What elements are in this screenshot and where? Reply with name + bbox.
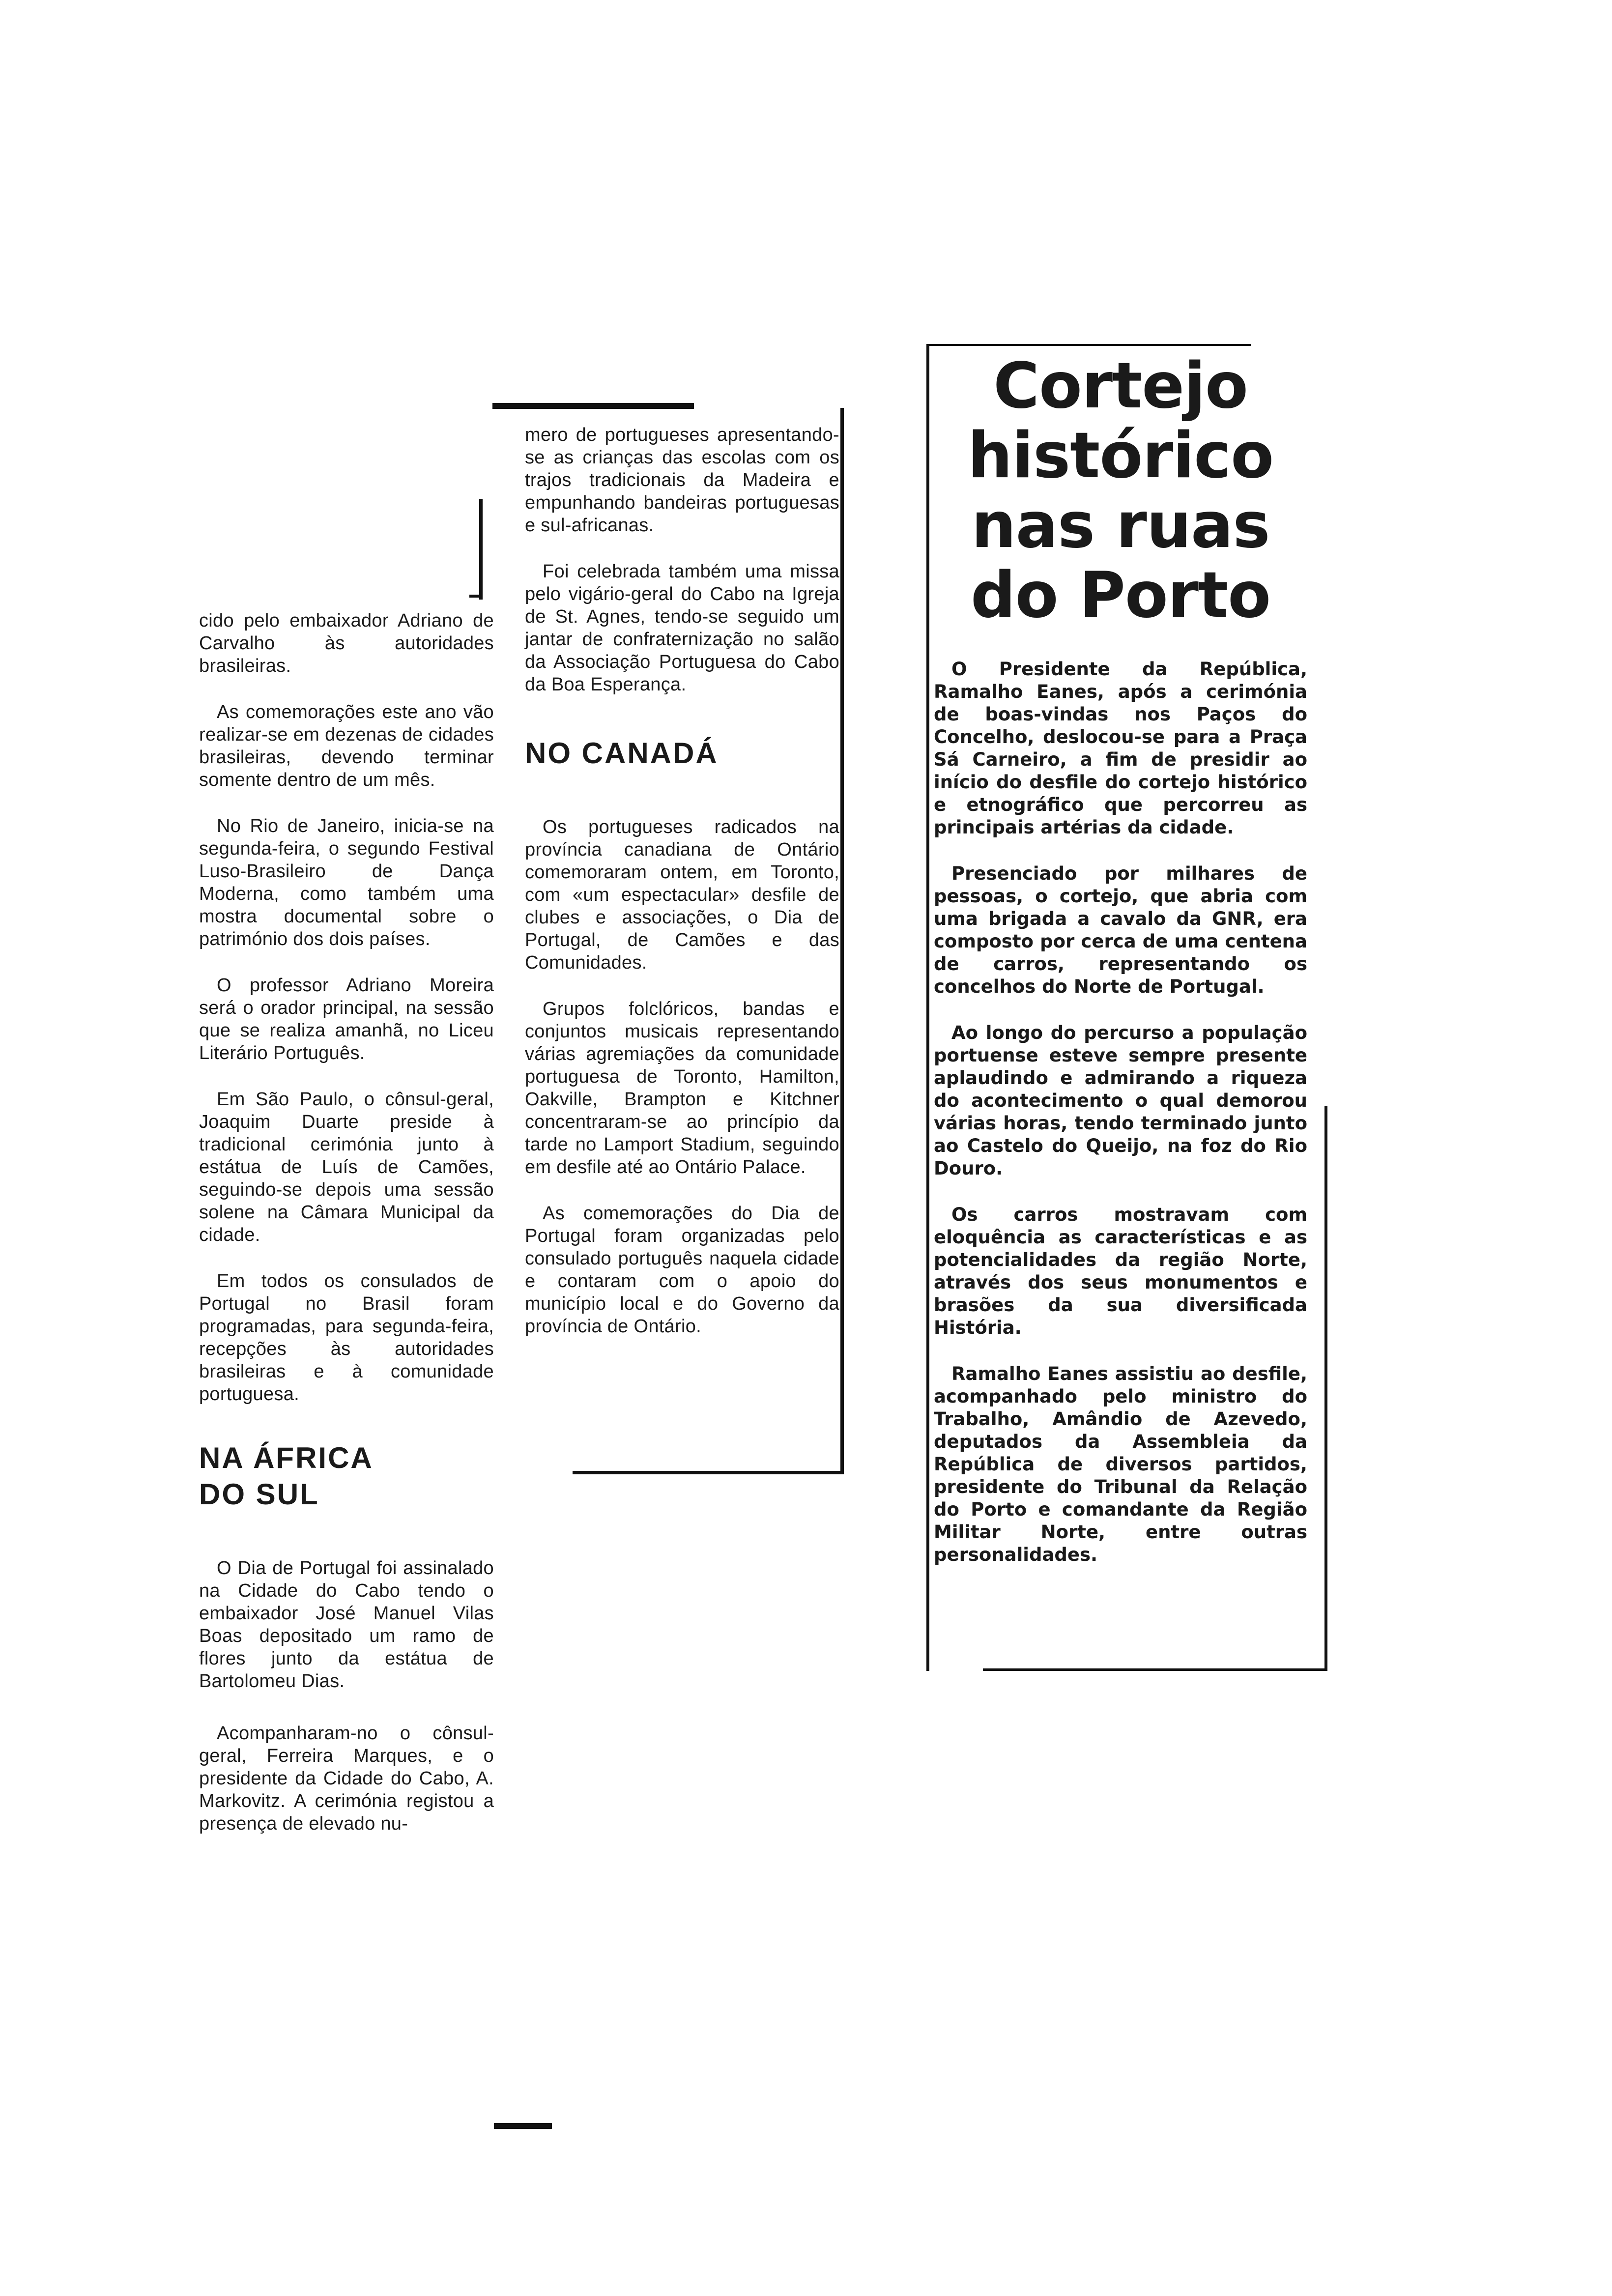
paragraph: cido pelo embaixador Adriano de Carvalho às autoridades brasileiras. (199, 610, 494, 676)
paragraph: O Dia de Portugal foi assinalado na Cidade do Cabo tendo o embaixador José Manuel Vilas Boas depositado um ramo de flores junto da estátua de Bartolomeu Dias. (199, 1558, 494, 1692)
paragraph: Ao longo do percurso a população portuense esteve sempre presente aplaudindo e admirando a riqueza do acontecimento o qual demorou várias horas, tendo terminado junto ao Castelo do Queijo, na foz do Rio Douro. (934, 1022, 1307, 1179)
paragraph: Em todos os consulados de Portugal no Brasil foram programadas, para segunda-feira, recepções às autoridades brasileiras e à comunidade portuguesa. (199, 1271, 494, 1405)
column-frame-right (840, 408, 844, 1474)
article-column-left (199, 609, 494, 1859)
paragraph: Grupos folclóricos, bandas e conjuntos musicais representando várias agremiações da comunidade portuguesa de Toronto, Hamilton, Oakville, Brampton e Kitchner concentraram-se ao princípio da tarde no Lamport Stadium, seguindo em desfile até ao Ontário Palace. (525, 999, 839, 1177)
clipping-rule-top (492, 403, 694, 409)
article-column-middle (525, 424, 839, 1361)
paragraph: mero de portugueses apresentando-se as crianças das escolas com os trajos tradicionais da Madeira e empunhando bandeiras portuguesas e sul-africanas. (525, 425, 839, 536)
box-frame-bottom (983, 1668, 1327, 1671)
paragraph: Os carros mostravam com eloquência as características e as potencialidades da região Norte, através dos seus monumentos e brasões da sua diversificada História. (934, 1204, 1307, 1338)
box-frame-left (926, 344, 929, 1671)
box-frame-right (1324, 1106, 1327, 1671)
clipping-rule-bottom (494, 2123, 552, 2129)
paragraph: Em São Paulo, o cônsul-geral, Joaquim Duarte preside à tradicional cerimónia junto à estátua de Luís de Camões, seguindo-se depois uma sessão solene na Câmara Municipal da cidade. (199, 1089, 494, 1245)
paragraph: As comemorações do Dia de Portugal foram organizadas pelo consulado português naquela cidade e contaram com o apoio do município local e do Governo da província de Ontário. (525, 1203, 839, 1337)
column-divider-foot (469, 595, 482, 598)
box-frame-top (926, 344, 1251, 346)
paragraph: Foi celebrada também uma missa pelo vigário-geral do Cabo na Igreja de St. Agnes, tendo-se seguido um jantar de confraternização no salão da Associação Portuguesa do Cabo da Boa Esperança. (525, 561, 839, 695)
paragraph: Ramalho Eanes assistiu ao desfile, acompanhado pelo ministro do Trabalho, Amândio de Azevedo, deputados da Assembleia da República de diversos partidos, presidente do Tribunal da Relação do Porto e comandante da Região Militar Norte, entre outras personalidades. (934, 1363, 1307, 1565)
paragraph: Os portugueses radicados na província canadiana de Ontário comemoraram ontem, em Toronto, com «um espectacular» desfile de clubes e associações, o Dia de Portugal, de Camões e das Comunidades. (525, 817, 839, 973)
article-box-porto (934, 351, 1307, 1590)
paragraph: Presenciado por milhares de pessoas, o cortejo, que abria com uma brigada a cavalo da GNR, era composto por cerca de uma centena de carros, representando os concelhos do Norte de Portugal. (934, 863, 1307, 997)
column-frame-bottom (573, 1471, 844, 1474)
section-heading-south-africa: NA ÁFRICA DO SUL (199, 1441, 373, 1511)
paragraph: As comemorações este ano vão realizar-se em dezenas de cidades brasileiras, devendo terminar somente dentro de um mês. (199, 702, 494, 790)
paragraph: Acompanharam-no o cônsul-geral, Ferreira Marques, e o presidente da Cidade do Cabo, A. Markovitz. A cerimónia registou a presença de elevado nu- (199, 1723, 494, 1834)
headline: Cortejo histórico nas ruas do Porto (967, 349, 1274, 632)
paragraph: O Presidente da República, Ramalho Eanes, após a cerimónia de boas-vindas nos Paços do Concelho, deslocou-se para a Praça Sá Carneiro, a fim de presidir ao início do desfile do cortejo histórico e etnográfico que percorreu as principais artérias da cidade. (934, 659, 1307, 838)
paragraph: No Rio de Janeiro, inicia-se na segunda-feira, o segundo Festival Luso-Brasileiro de Dança Moderna, como também uma mostra documental sobre o património dos dois países. (199, 816, 494, 949)
section-heading-canada: NO CANADÁ (525, 737, 719, 770)
paragraph: O professor Adriano Moreira será o orador principal, na sessão que se realiza amanhã, no Liceu Literário Português. (199, 975, 494, 1063)
column-divider (479, 499, 483, 600)
